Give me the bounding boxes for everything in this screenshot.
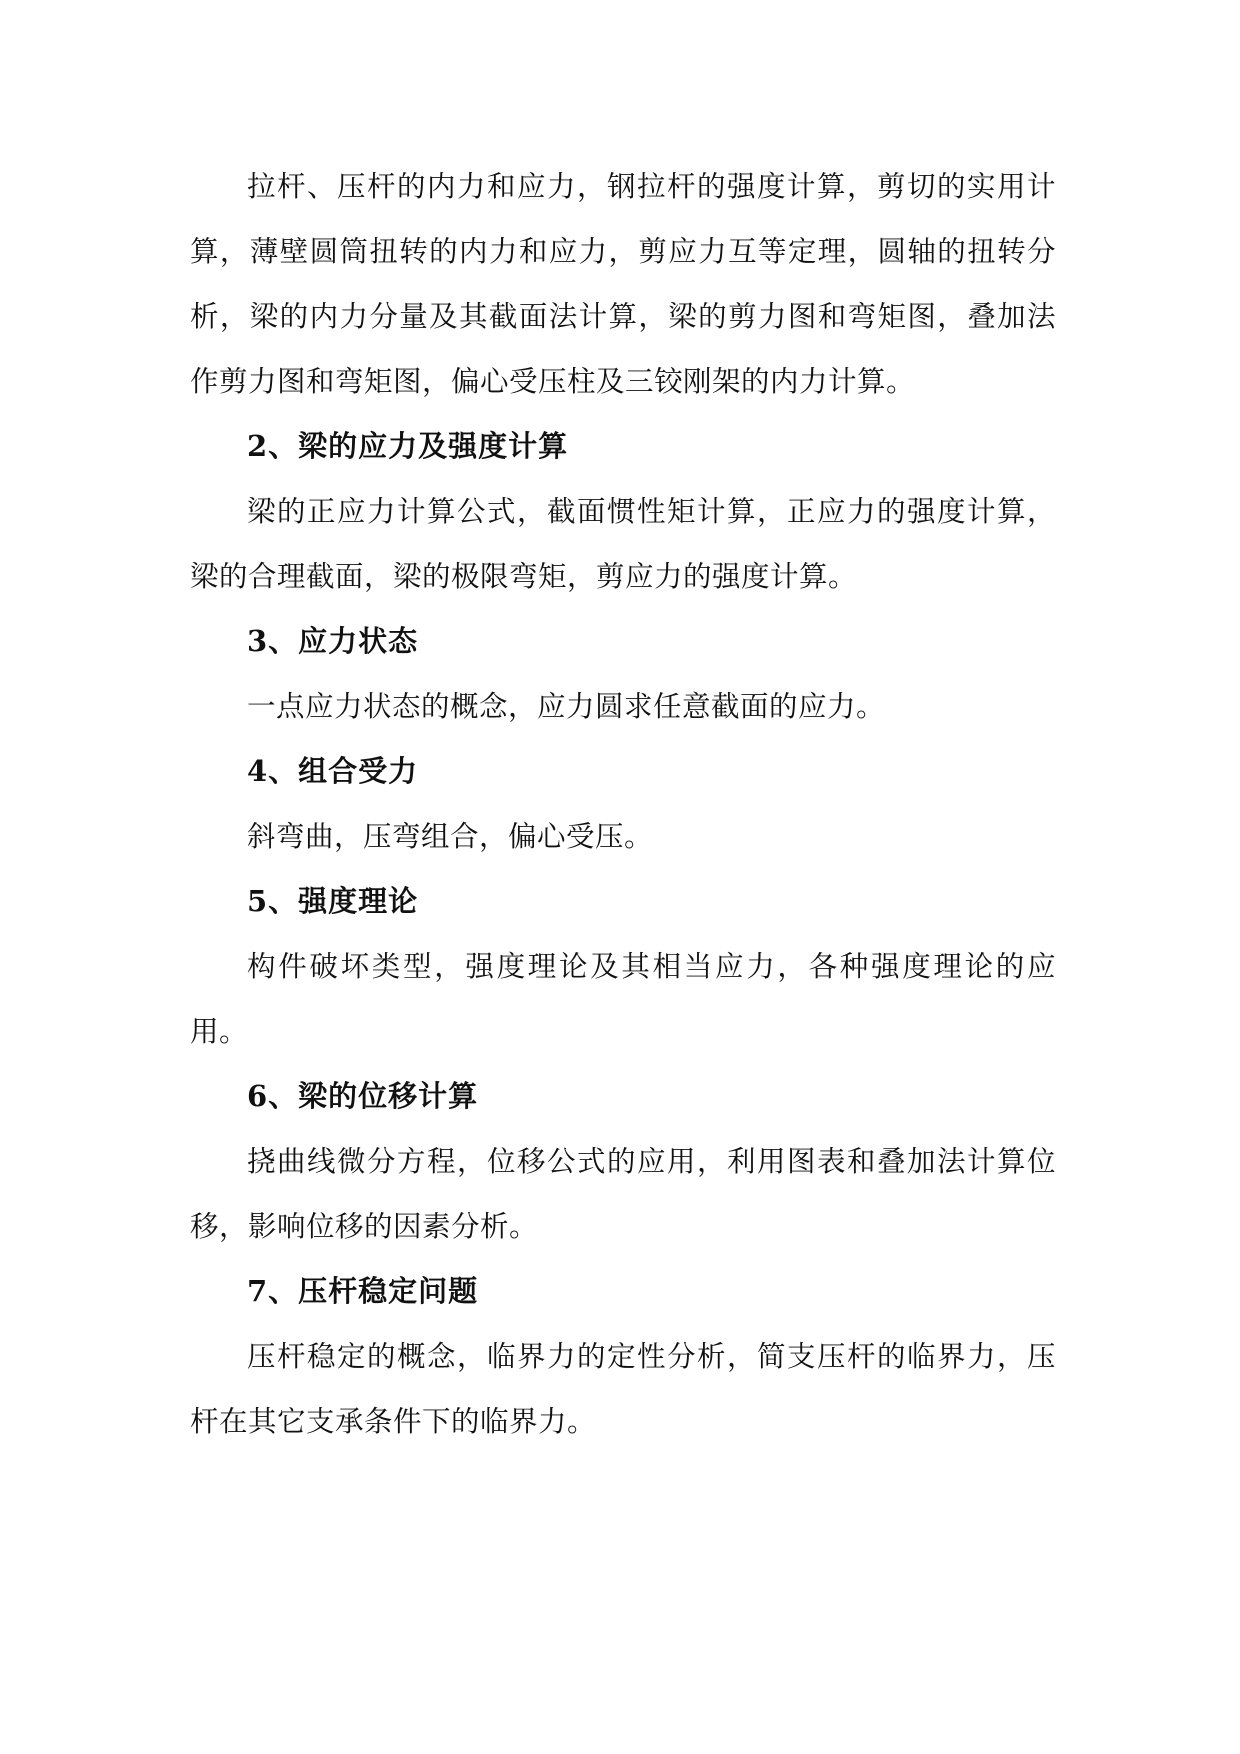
document-content bbox=[190, 154, 1056, 1454]
section-heading-stress-state: 3、应力状态 bbox=[247, 624, 419, 658]
section-body-column-stability: 压杆稳定的概念，临界力的定性分析，简支压杆的临界力，压杆在其它支承条件下的临界力。 bbox=[190, 1340, 1056, 1438]
section-heading-column-stability: 7、压杆稳定问题 bbox=[247, 1274, 479, 1308]
section-heading-beam-stress: 2、梁的应力及强度计算 bbox=[247, 429, 569, 463]
section-body-beam-stress: 梁的正应力计算公式，截面惯性矩计算，正应力的强度计算，梁的合理截面，梁的极限弯矩，剪应力的强度计算。 bbox=[190, 495, 1056, 593]
section-body-stress-state: 一点应力状态的概念，应力圆求任意截面的应力。 bbox=[247, 690, 886, 723]
section-body-combined-loading: 斜弯曲，压弯组合，偏心受压。 bbox=[247, 820, 654, 853]
section-body-beam-displacement: 挠曲线微分方程，位移公式的应用，利用图表和叠加法计算位移，影响位移的因素分析。 bbox=[190, 1145, 1056, 1243]
section-heading-beam-displacement: 6、梁的位移计算 bbox=[247, 1079, 479, 1113]
section-heading-combined-loading: 4、组合受力 bbox=[247, 754, 419, 788]
section-body-strength-theory: 构件破坏类型，强度理论及其相当应力，各种强度理论的应用。 bbox=[190, 950, 1056, 1048]
intro-paragraph: 拉杆、压杆的内力和应力，钢拉杆的强度计算，剪切的实用计算，薄壁圆筒扭转的内力和应力，剪应力互等定理，圆轴的扭转分析，梁的内力分量及其截面法计算，梁的剪力图和弯矩图，叠加法作剪力图和弯矩图，偏心受压柱及三铰刚架的内力计算。 bbox=[190, 170, 1056, 398]
section-heading-strength-theory: 5、强度理论 bbox=[247, 884, 419, 918]
